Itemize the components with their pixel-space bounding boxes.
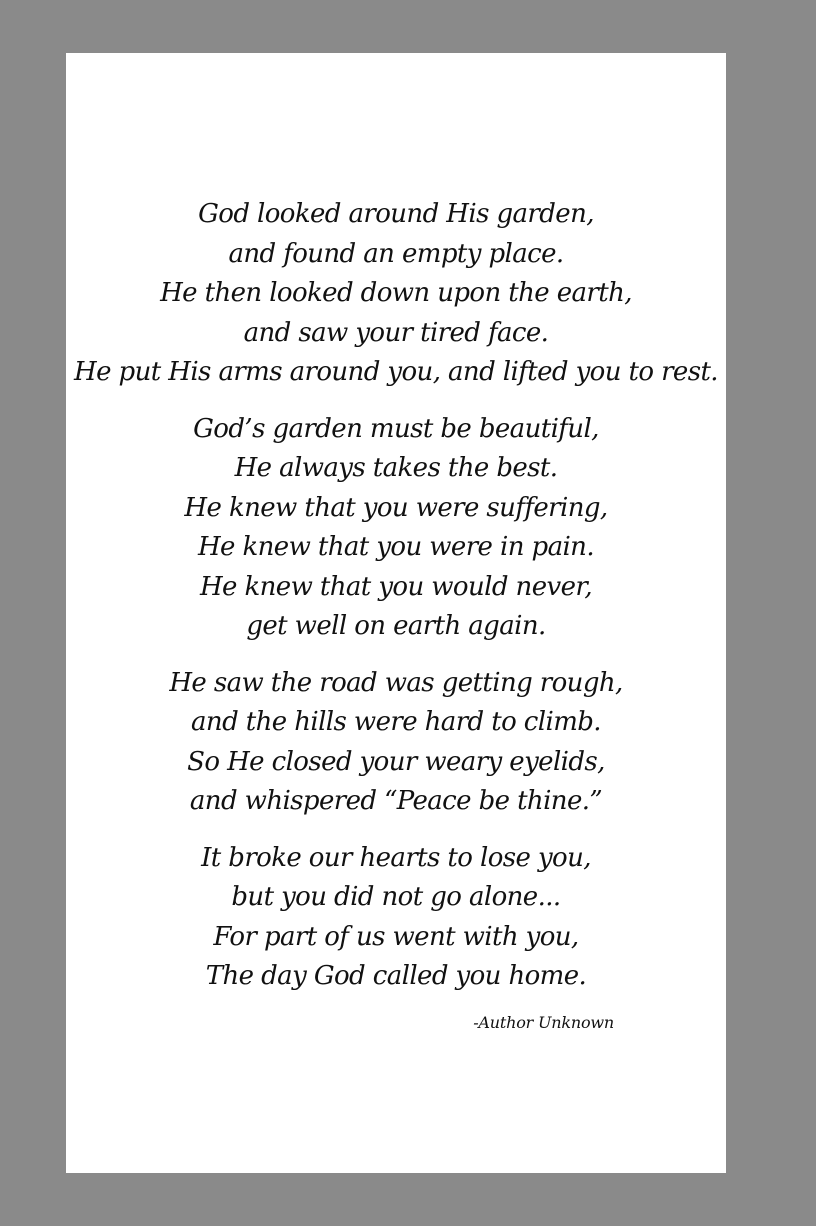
- poem-card: [66, 53, 726, 1173]
- stanza-3: [66, 664, 726, 822]
- poem-line: He knew that you were in pain.: [197, 532, 594, 562]
- poem-line: He knew that you would never,: [199, 571, 592, 602]
- poem-line: So He closed your weary eyelids,: [187, 746, 605, 777]
- poem-line: and the hills were hard to climb.: [191, 707, 601, 737]
- attribution: -Author Unknown: [473, 1013, 614, 1032]
- poem-line: God looked around His garden,: [198, 199, 594, 229]
- poem-line: and whispered “Peace be thine.”: [189, 786, 603, 816]
- stanza-2: [66, 410, 726, 647]
- poem-line: He put His arms around you, and lifted you to rest.: [74, 357, 718, 387]
- poem-line: and found an empty place.: [228, 238, 564, 269]
- poem-line: He knew that you were suffering,: [184, 492, 608, 523]
- stanza-1: [66, 195, 726, 393]
- poem-body: [66, 195, 726, 1014]
- poem-line: God’s garden must be beautiful,: [193, 413, 599, 444]
- poem-line: It broke our hearts to lose you,: [201, 842, 591, 873]
- poem-line: He always takes the best.: [234, 453, 558, 483]
- poem-line: He saw the road was getting rough,: [169, 667, 623, 698]
- poem-line: but you did not go alone...: [231, 882, 561, 912]
- poem-line: The day God called you home.: [205, 961, 587, 991]
- poem-line: He then looked down upon the earth,: [160, 278, 632, 308]
- poem-line: and saw your tired face.: [243, 317, 549, 348]
- stanza-4: [66, 839, 726, 997]
- poem-line: For part of us went with you,: [213, 921, 579, 952]
- poem-line: get well on earth again.: [246, 611, 546, 641]
